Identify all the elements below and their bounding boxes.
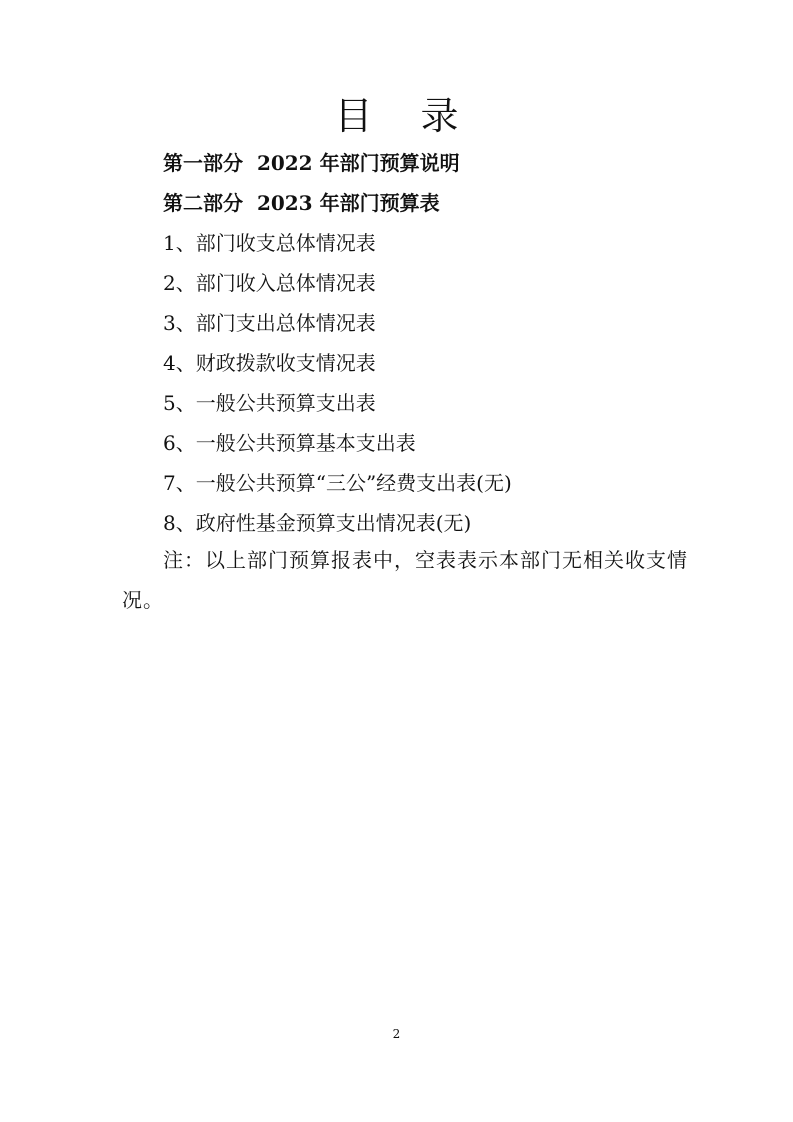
toc-item: 6、一般公共预算基本支出表 [163,431,416,455]
page-number: 2 [392,1027,401,1041]
toc-part-1 [163,143,460,183]
toc-item: 7、一般公共预算“三公”经费支出表(无) [163,471,512,495]
toc-item: 5、一般公共预算支出表 [163,391,376,415]
page-title: 目 录 [334,94,477,138]
toc-part-text: 2022 年部门预算说明 [256,151,460,175]
footnote: 注：以上部门预算报表中，空表表示本部门无相关收支情况。 [122,548,688,612]
toc-item: 2、部门收入总体情况表 [163,271,376,295]
toc-part-2 [163,183,440,223]
toc-item: 8、政府性基金预算支出情况表(无) [163,511,472,535]
toc-item: 4、财政拨款收支情况表 [163,351,376,375]
toc-part-text: 2023 年部门预算表 [256,191,440,215]
toc-item: 1、部门收支总体情况表 [163,231,376,255]
toc-part-label: 第二部分 [163,191,243,215]
toc-item: 3、部门支出总体情况表 [163,311,376,335]
toc-part-label: 第一部分 [163,151,243,175]
